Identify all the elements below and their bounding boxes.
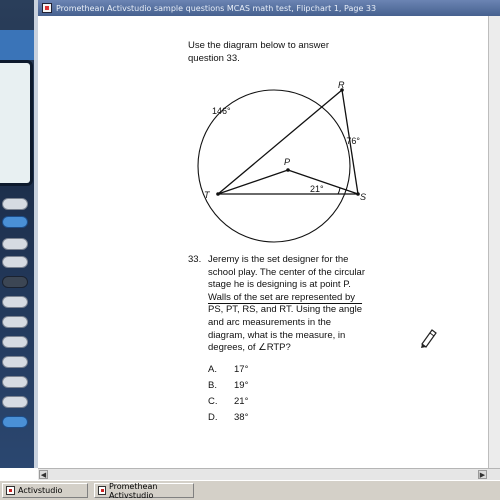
choice-letter: D. [208,412,218,423]
calculator-screen [0,60,33,186]
label-p: P [284,157,291,167]
arc-label-76: 76° [346,136,360,146]
calculator-key[interactable] [2,296,28,308]
calculator-key[interactable] [2,316,28,328]
taskbar-item-label: Promethean Activstudio [108,481,158,500]
question-number: 33. [188,254,202,265]
question-line: stage he is designing is at point P. [208,279,351,291]
point-t [216,192,220,196]
question-line: and arc measurements in the [208,316,332,328]
answer-choices [208,364,248,428]
choice-letter: B. [208,380,217,391]
calculator-key[interactable] [2,396,28,408]
question-line: diagram, what is the measure, in [208,329,346,341]
segment-rt [218,90,342,194]
pen-icon [418,326,438,348]
question-line: Jeremy is the set designer for the [208,254,349,265]
scroll-right-arrow-icon[interactable]: ▶ [479,472,486,479]
calculator-key[interactable] [2,198,28,210]
segment-pt [218,170,288,194]
diagram-instruction [188,40,378,65]
question-line: degrees, of ∠RTP? [208,342,291,354]
taskbar-item-promethean[interactable] [94,483,194,498]
scroll-left-arrow-icon[interactable]: ◀ [40,472,47,479]
calculator-key[interactable] [2,416,28,428]
taskbar-item-activstudio[interactable] [2,483,88,498]
arc-label-146: 146° [212,106,231,116]
question-text [208,254,388,355]
angle-label-21: 21° [310,184,324,194]
calculator-bezel [0,30,38,60]
question-line: PS, PT, RS, and RT. Using the angle [208,304,363,316]
label-t: T [204,190,210,200]
window-title: Promethean Activstudio sample questions MCAS math test, Flipchart 1, Page 33 [56,3,377,13]
taskbar [0,480,500,500]
promethean-icon [98,486,106,495]
choice-d [208,412,248,428]
window-titlebar[interactable] [38,0,500,16]
point-p [286,168,290,172]
taskbar-item-label: Activstudio [18,486,63,495]
label-s: S [360,192,367,202]
label-r: R [338,80,345,90]
flipchart-page[interactable] [38,16,488,468]
calculator-overlay[interactable] [0,0,38,468]
choice-c [208,396,248,412]
choice-value: 38° [234,412,249,423]
calculator-key[interactable] [2,376,28,388]
calculator-key[interactable] [2,238,28,250]
instruction-line: Use the diagram below to answer [188,40,329,51]
choice-letter: A. [208,364,217,375]
horizontal-scrollbar[interactable] [38,468,500,480]
calculator-key[interactable] [2,256,28,268]
vertical-scrollbar[interactable] [488,16,500,468]
activstudio-icon [6,486,15,495]
circle-diagram [188,78,368,248]
choice-letter: C. [208,396,218,407]
question-line: school play. The center of the circular [208,266,366,278]
choice-value: 17° [234,364,249,375]
instruction-line: question 33. [188,52,240,64]
choice-a [208,364,248,380]
question-line: Walls of the set are represented by [208,291,355,303]
angle-arc [338,188,340,194]
calculator-key[interactable] [2,336,28,348]
calculator-key[interactable] [2,276,28,288]
choice-value: 21° [234,396,249,407]
choice-value: 19° [234,380,249,391]
choice-b [208,380,248,396]
activstudio-app-icon [42,3,52,13]
calculator-key[interactable] [2,356,28,368]
calculator-key[interactable] [2,216,28,228]
